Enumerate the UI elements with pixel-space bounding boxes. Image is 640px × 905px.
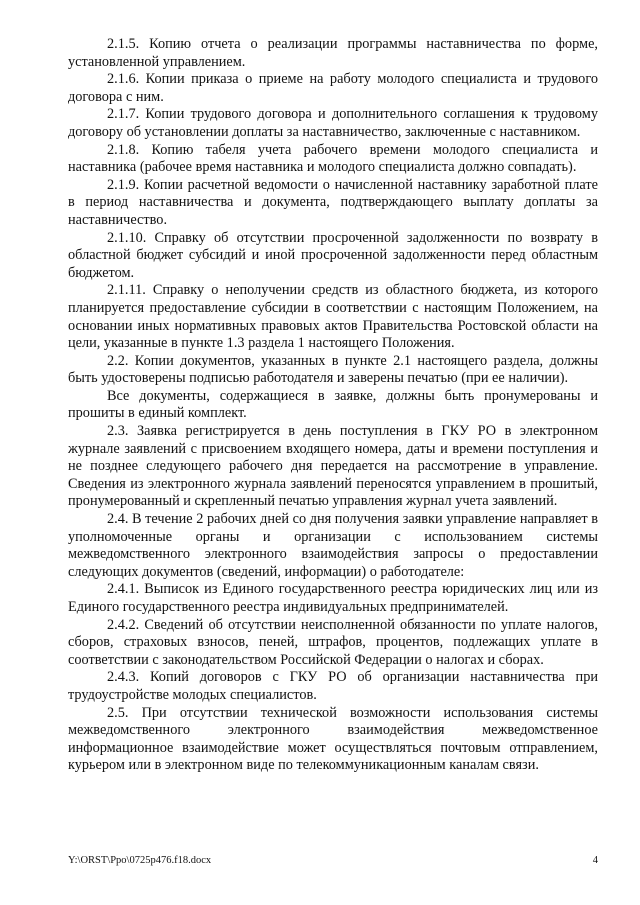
paragraph-documents-numbered: Все документы, содержащиеся в заявке, должны быть пронумерованы и прошиты в единый комплект. [68,387,598,422]
paragraph-2-4-1: 2.4.1. Выписок из Единого государственного реестра юридических лиц или из Единого государственного реестра индивидуальных предпринимателей. [68,581,598,615]
paragraph-2-1-8: 2.1.8. Копию табеля учета рабочего времени молодого специалиста и наставника (рабочее время наставника и молодого специалиста должно совпадать). [68,141,598,176]
paragraph-2-1-6: 2.1.6. Копии приказа о приеме на работу молодого специалиста и трудового договора с ним. [68,71,598,105]
paragraph-2-4: 2.4. В течение 2 рабочих дней со дня получения заявки управление направляет в уполномоченные органы и организации с использованием системы межведомственного электронного взаимодействия запросы о предоставлении следующих документов (сведений, информации) о работодателе: [68,511,598,580]
paragraph-2-3: 2.3. Заявка регистрируется в день поступления в ГКУ РО в электронном журнале заявлений с присвоением входящего номера, даты и времени поступления и не позднее следующего рабочего дня передается на рассмотрение в управление. Сведения из электронного журнала заявлений переносятся управлением в прошитый, пронумерованный и скрепленный печатью управления журнал учета заявлений. [68,423,598,510]
page-number: 4 [592,855,598,866]
paragraph-2-1-5: 2.1.5. Копию отчета о реализации программы наставничества по форме, установленной управлением. [68,36,598,70]
paragraph-2-4-3: 2.4.3. Копий договоров с ГКУ РО об организации наставничества при трудоустройстве молодых специалистов. [68,669,598,703]
paragraph-2-2: 2.2. Копии документов, указанных в пункте 2.1 настоящего раздела, должны быть удостоверены подписью работодателя и заверены печатью (при ее наличии). [68,352,598,387]
paragraph-2-1-7: 2.1.7. Копии трудового договора и дополнительного соглашения к трудовому договору об установлении доплаты за наставничество, заключенные с наставником. [68,106,598,140]
paragraph-2-5: 2.5. При отсутствии технической возможности использования системы межведомственного электронного взаимодействия межведомственное информационное взаимодействие может осуществляться почтовым отправлением, курьером или в электронном виде по телекоммуникационным каналам связи. [68,704,598,774]
paragraph-2-4-2: 2.4.2. Сведений об отсутствии неисполненной обязанности по уплате налогов, сборов, страховых взносов, пеней, штрафов, процентов, подлежащих уплате в соответствии с законодательством Российской Федерации о налогах и сборах. [68,616,598,668]
paragraph-2-1-11: 2.1.11. Справку о неполучении средств из областного бюджета, из которого планируется предоставление субсидии в соответствии с настоящим Положением, на основании иных нормативных правовых актов Правительства Ростовской области на цели, указанные в пункте 1.3 раздела 1 настоящего Положения. [68,282,598,352]
paragraph-2-1-9: 2.1.9. Копии расчетной ведомости о начисленной наставнику заработной плате в период наставничества и документа, подтверждающего выплату доплаты за наставничество. [68,176,598,228]
footer-file-path: Y:\ORST\Ppo\0725p476.f18.docx [68,855,212,866]
paragraph-2-1-10: 2.1.10. Справку об отсутствии просроченной задолженности по возврату в областной бюджет субсидий и иной просроченной задолженности перед областным бюджетом. [68,229,598,281]
document-body [68,36,598,775]
